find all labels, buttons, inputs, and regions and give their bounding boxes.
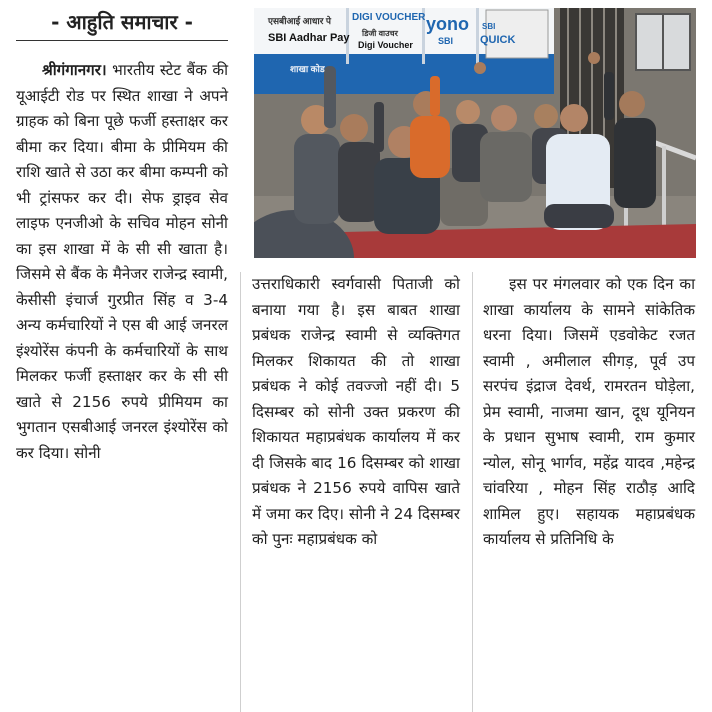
banner-digi-voucher-logo: DIGI VOUCHER — [352, 12, 426, 23]
banner-yono-sbi: SBI — [438, 36, 454, 46]
column-2-text: उत्तराधिकारी स्वर्गवासी पिताजी को बनाया गया है। इस बाबत शाखा प्रबंधक राजेन्द्र स्वामी से व्यक्तिगत मिलकर शिकायत की तो शाखा प्रबंधक ने कोई तवज्जो नहीं दी। 5 दिसम्बर को सोनी उक्त प्रकरण की शिकायत महाप्रबंधक कार्यालय में कर दी जिसके बाद 16 दिसम्बर को शाखा प्रबंधक ने 2156 रुपये वापिस खाते में जमा कर दिए। सोनी ने 24 दिसम्बर को पुनः महाप्रबंधक को — [252, 275, 460, 548]
banner-digi-voucher-hindi: डिजी वाउचर — [362, 29, 398, 38]
news-photo — [254, 8, 696, 258]
banner-digi-voucher: Digi Voucher — [358, 40, 413, 50]
banner-quick: QUICK — [480, 34, 516, 46]
banner-yono: yono — [426, 14, 469, 34]
column-1-text: भारतीय स्टेट बैंक की यूआईटी रोड पर स्थित शाखा ने अपने ग्राहक को बिना पूछे फर्जी हस्ताक्षर कर बीमा कर दिया। बीमा के प्रीमियम की राशि खाते से उठा कर बीमा कम्पनी को भी ट्रांसफर कर दी। सेफ ड्राइव सेव लाइफ एनजीओ के सचिव मोहन सोनी का इस शाखा में के सी सी खाता है। जिसमे से बैंक के मैनेजर राजेन्द्र स्वामी, केसीसी इंचार्ज गुरप्रीत सिंह व 3-4 अन्य कर्मचारियों ने एस बी आई जनरल इंश्योरेंस कंपनी के कर्मचारियों के साथ मिलकर फर्जी हस्ताक्षर कर के सी सी खाते से 2156 रुपये प्रीमियम का भुगतान एसबीआई जनरल इंश्योरेंस को कर दिया। सोनी — [16, 61, 229, 462]
masthead-rule — [16, 40, 228, 41]
column-divider — [472, 272, 473, 712]
masthead-title: - आहुति समाचार - — [51, 10, 193, 34]
column-divider — [240, 272, 241, 712]
article-column-2 — [252, 272, 460, 553]
article-column-3 — [483, 272, 695, 553]
banner-branch-code: शाखा कोड — [290, 64, 325, 74]
banner-aadhar-pay: SBI Aadhar Pay — [268, 32, 350, 44]
banner-aadhar-small: एसबीआई आधार पे — [268, 16, 332, 26]
article-column-1 — [16, 58, 228, 466]
banner-quick-sbi: SBI — [482, 22, 496, 31]
dateline: श्रीगंगानगर। — [42, 61, 107, 79]
column-3-text: इस पर मंगलवार को एक दिन का शाखा कार्यालय के सामने सांकेतिक धरना दिया। जिसमें एडवोकेट रजत स्वामी , अमीलाल सीगड़, पूर्व उप सरपंच इंद्राज देवर्थ, रामरतन घोड़ेला, प्रेम स्वामी, नाजमा खान, दूध यूनियन के प्रधान सुभाष स्वामी, राम कुमार न्योल, सोनू भार्गव, महेंद्र यादव ,महेन्द्र चांवरिया , मोहन सिंह राठौड़ आदि शामिल हुए। सहायक महाप्रबंधक कार्यालय से प्रतिनिधि के — [483, 275, 695, 548]
